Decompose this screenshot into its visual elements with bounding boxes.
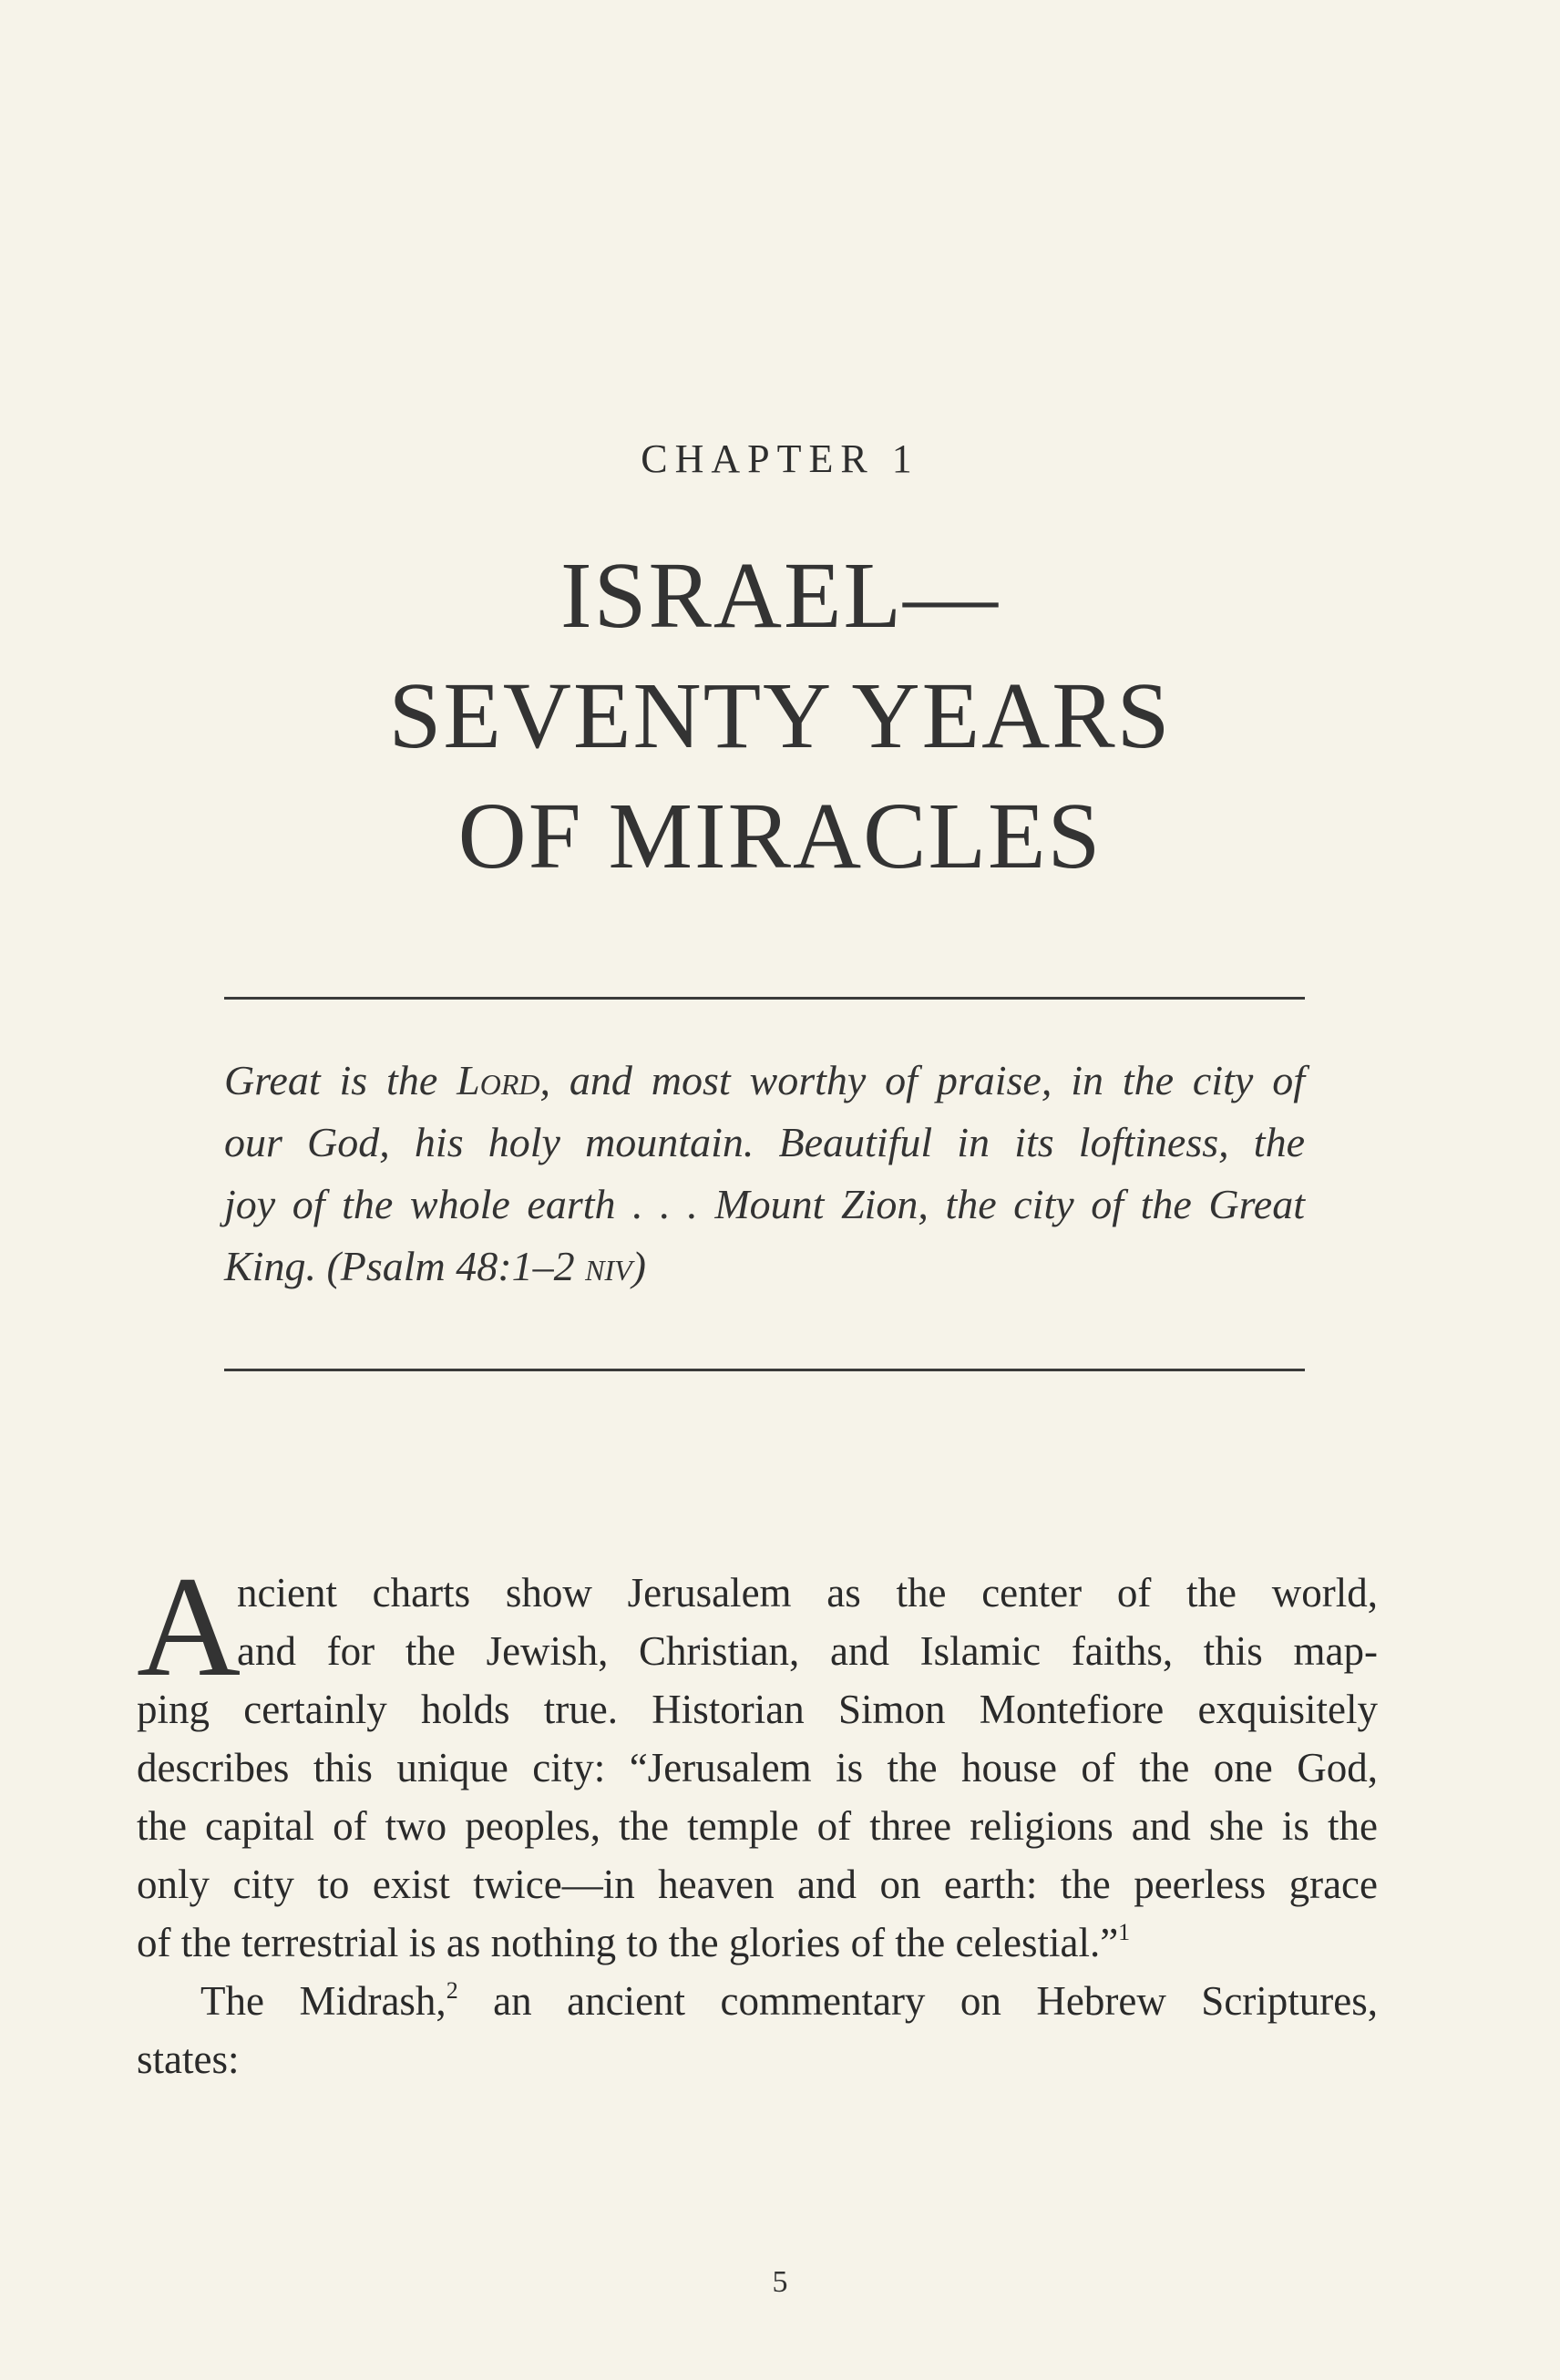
epigraph-citation: King. (Psalm 48:1–2 [224, 1243, 586, 1289]
paragraph-1 [137, 1547, 1378, 1972]
body-line: describes this unique city: “Jerusalem is the house of the one God, [137, 1745, 1378, 1790]
body-line-text: The Midrash, [200, 1978, 446, 2024]
epigraph-text: , and most worthy of praise, in the city of [539, 1057, 1305, 1103]
paragraph-2 [137, 1972, 1378, 2088]
body-line: ncient charts show Jerusalem as the center of the world, [237, 1570, 1378, 1616]
body-line: the capital of two peoples, the temple of three religions and she is the [137, 1803, 1378, 1849]
chapter-title-line-1: ISRAEL— [560, 543, 1000, 648]
drop-cap: A [137, 1547, 241, 1707]
chapter-title-line-3: OF MIRACLES [457, 784, 1103, 888]
body-line-text: an ancient commentary on Hebrew Scriptures, [457, 1978, 1379, 2024]
page-number: 5 [772, 2265, 788, 2299]
chapter-title-line-2: SEVENTY YEARS [388, 663, 1172, 768]
footnote-ref-2[interactable]: 2 [446, 1977, 458, 2004]
body-line: and for the Jewish, Christian, and Islamic faiths, this map- [237, 1628, 1378, 1674]
chapter-title [0, 536, 1560, 897]
epigraph-text: Great is the [224, 1057, 457, 1103]
body-text [137, 1547, 1379, 2088]
epigraph-line [224, 1050, 1305, 1112]
epigraph-line: our God, his holy mountain. Beautiful in its loftiness, the [224, 1119, 1305, 1165]
body-line: only city to exist twice—in heaven and on earth: the peerless grace [137, 1862, 1378, 1907]
epigraph [224, 1050, 1305, 1298]
body-line-text: of the terrestrial is as nothing to the glories of the celestial.” [137, 1920, 1119, 1965]
epigraph-citation-close: ) [631, 1243, 646, 1289]
body-line: ping certainly holds true. Historian Simon Montefiore exquisitely [137, 1687, 1378, 1732]
body-line [137, 1913, 1378, 1972]
epigraph-bottom-rule [224, 1369, 1305, 1371]
body-line [137, 1972, 1378, 2030]
body-line: states: [137, 2036, 240, 2082]
chapter-label: CHAPTER 1 [641, 436, 919, 481]
footnote-ref-1[interactable]: 1 [1118, 1919, 1131, 1945]
epigraph-line [224, 1236, 1305, 1298]
epigraph-lord: Lord [457, 1057, 540, 1103]
epigraph-niv: niv [585, 1243, 632, 1289]
epigraph-top-rule [224, 997, 1305, 1000]
epigraph-line: joy of the whole earth . . . Mount Zion, the city of the Great [224, 1181, 1305, 1227]
